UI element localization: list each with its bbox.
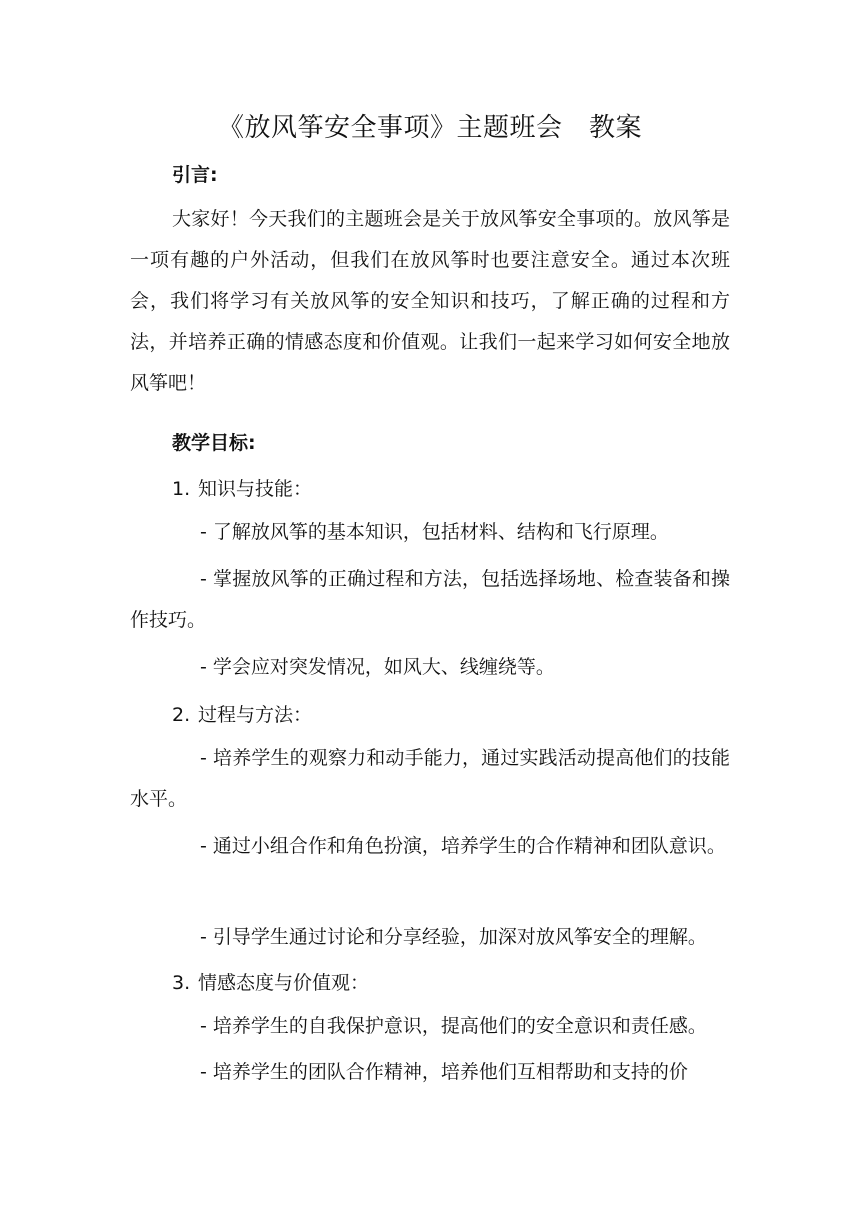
- section-2-title: [172, 700, 312, 730]
- section-3-point-1: - 培养学生的自我保护意识，提高他们的安全意识和责任感。: [200, 1015, 707, 1037]
- section-1-point-1: - 了解放风筝的基本知识，包括材料、结构和飞行原理。: [200, 521, 669, 543]
- document-title: 《放风筝安全事项》主题班会 教案: [217, 113, 642, 143]
- section-1-point-3: - 学会应对突发情况，如风大、线缠绕等。: [200, 656, 555, 678]
- section-1-point-2: - 掌握放风筝的正确过程和方法，包括选择场地、检查装备和操作技巧。: [130, 568, 730, 631]
- section-title: 情感态度与价值观：: [198, 972, 370, 994]
- section-2-point-3: - 引导学生通过讨论和分享经验，加深对放风筝安全的理解。: [200, 926, 707, 948]
- section-number: 3.: [172, 972, 191, 994]
- section-2-point-2: - 通过小组合作和角色扮演，培养学生的合作精神和团队意识。: [200, 835, 726, 857]
- intro-heading: 引言:: [172, 164, 218, 186]
- section-3-title: [172, 968, 369, 998]
- section-number: 2.: [172, 704, 191, 726]
- section-title: 知识与技能：: [198, 478, 313, 500]
- section-number: 1.: [172, 478, 191, 500]
- section-3-point-2: - 培养学生的团队合作精神，培养他们互相帮助和支持的价: [200, 1061, 688, 1083]
- section-1-title: [172, 474, 312, 504]
- goals-heading: 教学目标:: [172, 432, 256, 454]
- section-title: 过程与方法：: [198, 704, 313, 726]
- section-2-point-1: - 培养学生的观察力和动手能力，通过实践活动提高他们的技能水平。: [130, 747, 730, 810]
- intro-paragraph: 大家好！今天我们的主题班会是关于放风筝安全事项的。放风筝是一项有趣的户外活动，但我们在放风筝时也要注意安全。通过本次班会，我们将学习有关放风筝的安全知识和技巧，了解正确的过程和方法，并培养正确的情感态度和价值观。让我们一起来学习如何安全地放风筝吧！: [130, 208, 730, 394]
